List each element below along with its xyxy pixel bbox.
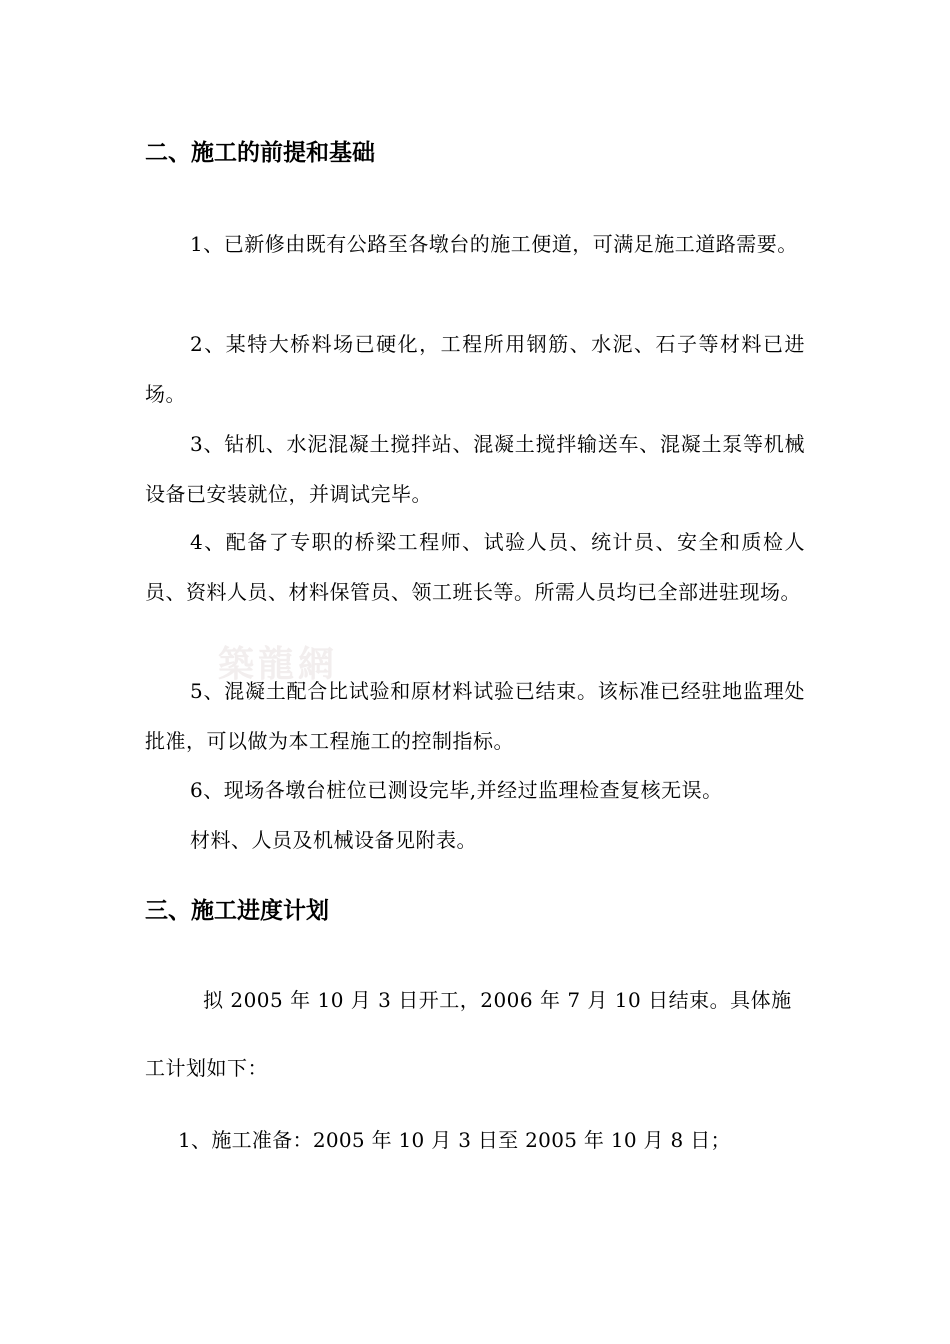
paragraph-item-4: 4、配备了专职的桥梁工程师、试验人员、统计员、安全和质检人员、资料人员、材料保管员、领工班长等。所需人员均已全部进驻现场。 — [145, 530, 805, 604]
schedule-item-1: 1、施工准备：2005 年 10 月 3 日至 2005 年 10 月 8 日； — [178, 1128, 731, 1152]
paragraph-appendix-note: 材料、人员及机械设备见附表。 — [190, 828, 477, 852]
watermark-logo: 築龍網 — [218, 643, 339, 685]
paragraph-item-5: 5、混凝土配合比试验和原材料试验已结束。该标准已经驻地监理处批准，可以做为本工程施工的控制指标。 — [145, 679, 805, 753]
section-heading-schedule: 三、施工进度计划 — [145, 898, 329, 924]
paragraph-item-1: 1、已新修由既有公路至各墩台的施工便道，可满足施工道路需要。 — [190, 232, 798, 256]
paragraph-item-3: 3、钻机、水泥混凝土搅拌站、混凝土搅拌输送车、混凝土泵等机械设备已安装就位，并调试完毕。 — [145, 432, 805, 506]
paragraph-item-6: 6、现场各墩台桩位已测设完毕,并经过监理检查复核无误。 — [190, 778, 723, 802]
schedule-intro: 拟 2005 年 10 月 3 日开工，2006 年 7 月 10 日结束。具体施工计划如下： — [145, 988, 792, 1080]
section-heading-prerequisites: 二、施工的前提和基础 — [145, 140, 375, 166]
paragraph-item-2: 2、某特大桥料场已硬化，工程所用钢筋、水泥、石子等材料已进场。 — [145, 332, 805, 406]
